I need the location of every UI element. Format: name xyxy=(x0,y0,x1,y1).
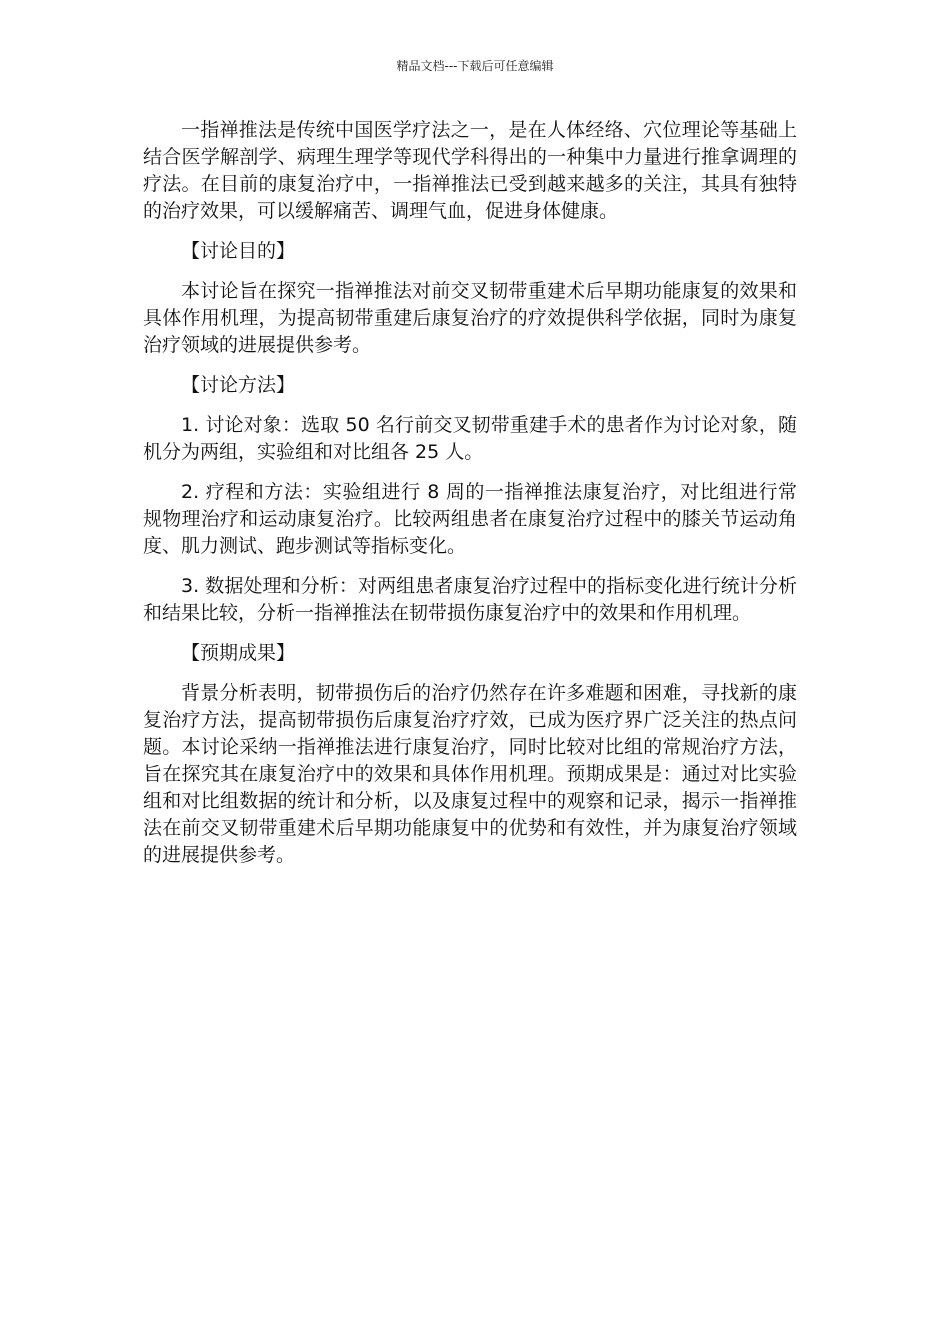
results-heading: 【预期成果】 xyxy=(181,642,296,664)
document-body xyxy=(143,117,797,882)
method-item-subjects: 1. 讨论对象：选取 50 名行前交叉韧带重建手术的患者作为讨论对象，随机分为两组，实验组和对比组各 25 人。 xyxy=(143,414,797,463)
purpose-paragraph: 本讨论旨在探究一指禅推法对前交叉韧带重建术后早期功能康复的效果和具体作用机理，为提高韧带重建后康复治疗的疗效提供科学依据，同时为康复治疗领域的进展提供参考。 xyxy=(143,280,797,356)
results-paragraph: 背景分析表明，韧带损伤后的治疗仍然存在许多难题和困难，寻找新的康复治疗方法，提高韧带损伤后康复治疗疗效，已成为医疗界广泛关注的热点问题。本讨论采纳一指禅推法进行康复治疗，同时比较对比组的常规治疗方法，旨在探究其在康复治疗中的效果和具体作用机理。预期成果是：通过对比实验组和对比组数据的统计和分析，以及康复过程中的观察和记录，揭示一指禅推法在前交叉韧带重建术后早期功能康复中的优势和有效性，并为康复治疗领域的进展提供参考。 xyxy=(143,682,797,866)
page-header: 精品文档---下载后可任意编辑 xyxy=(396,59,554,73)
intro-paragraph: 一指禅推法是传统中国医学疗法之一，是在人体经络、穴位理论等基础上结合医学解剖学、病理生理学等现代学科得出的一种集中力量进行推拿调理的疗法。在目前的康复治疗中，一指禅推法已受到越来越多的关注，其具有独特的治疗效果，可以缓解痛苦、调理气血，促进身体健康。 xyxy=(143,119,797,222)
method-item-procedure: 2. 疗程和方法：实验组进行 8 周的一指禅推法康复治疗，对比组进行常规物理治疗和运动康复治疗。比较两组患者在康复治疗过程中的膝关节运动角度、肌力测试、跑步测试等指标变化。 xyxy=(143,481,797,557)
purpose-heading: 【讨论目的】 xyxy=(181,240,296,262)
method-item-analysis: 3. 数据处理和分析：对两组患者康复治疗过程中的指标变化进行统计分析和结果比较，分析一指禅推法在韧带损伤康复治疗中的效果和作用机理。 xyxy=(143,575,797,624)
method-heading: 【讨论方法】 xyxy=(181,374,296,396)
